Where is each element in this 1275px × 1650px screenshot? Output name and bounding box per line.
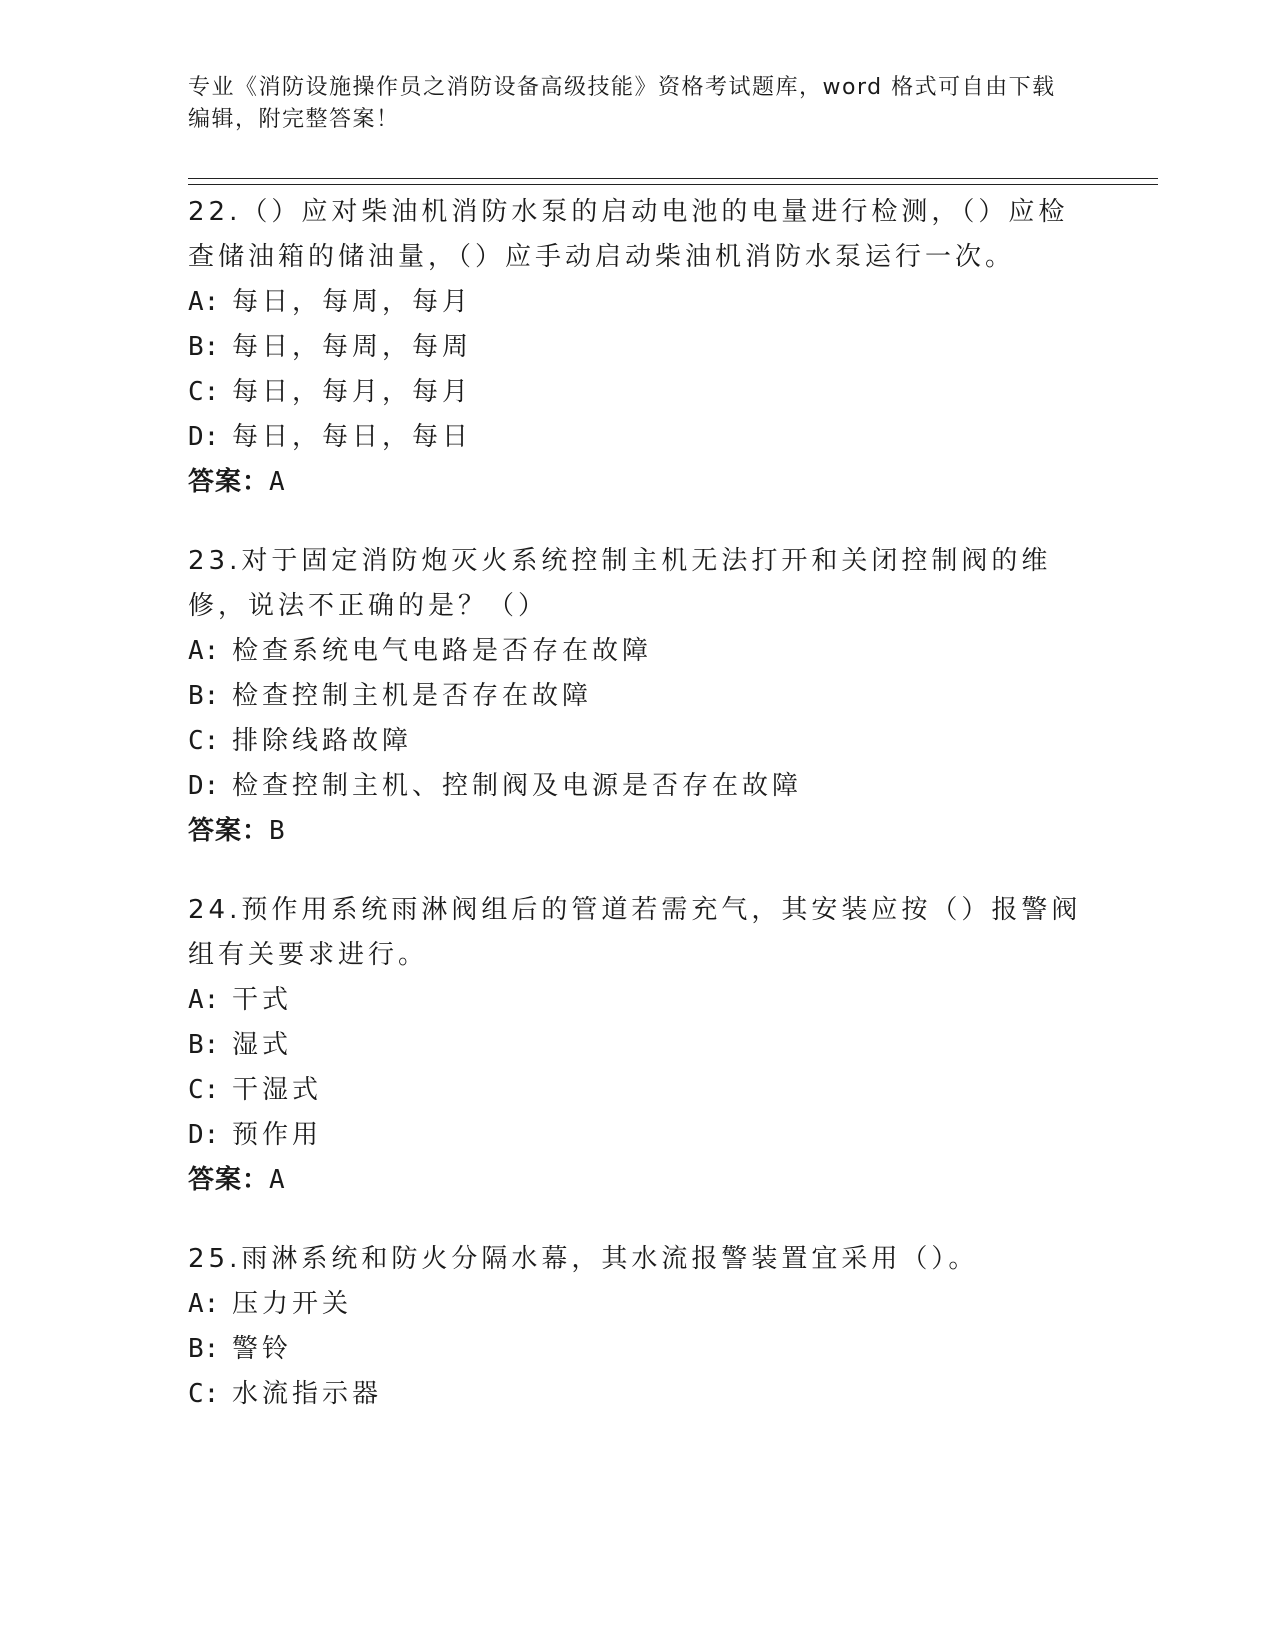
option-text: 水流指示器 (232, 1379, 383, 1409)
answer-label: 答案： (188, 1165, 270, 1195)
option-key: C: (188, 1075, 220, 1105)
option-d (188, 1113, 1088, 1158)
option-key: D: (188, 1120, 220, 1150)
answer-line (188, 1158, 1088, 1203)
option-a (188, 280, 1088, 325)
option-key: B: (188, 1030, 220, 1060)
option-text: 每日，每周，每周 (232, 332, 473, 362)
question-stem: 25.雨淋系统和防火分隔水幕，其水流报警装置宜采用（）。 (188, 1244, 979, 1274)
option-text: 警铃 (232, 1334, 293, 1364)
option-key: C: (188, 1379, 220, 1409)
header-divider-bottom (188, 184, 1158, 185)
option-text: 每日，每周，每月 (232, 287, 473, 317)
option-a (188, 978, 1088, 1023)
option-a (188, 629, 1088, 674)
option-c (188, 370, 1088, 415)
option-key: D: (188, 771, 220, 801)
option-c (188, 1068, 1088, 1113)
option-text: 每日，每月，每月 (232, 377, 473, 407)
document-header: 专业《消防设施操作员之消防设备高级技能》资格考试题库，word 格式可自由下载编辑，附完整答案！ (188, 75, 1056, 132)
question-stem: 23.对于固定消防炮灭火系统控制主机无法打开和关闭控制阀的维修，说法不正确的是？（） (188, 546, 1052, 621)
option-d (188, 764, 1088, 809)
option-key: C: (188, 726, 220, 756)
option-text: 湿式 (232, 1030, 293, 1060)
option-key: B: (188, 1334, 220, 1364)
answer-value: B (269, 816, 286, 846)
option-text: 每日，每日，每日 (232, 422, 473, 452)
answer-value: A (269, 1165, 286, 1195)
option-b (188, 1327, 1088, 1372)
option-b (188, 325, 1088, 370)
answer-value: A (269, 467, 286, 497)
option-text: 压力开关 (232, 1289, 353, 1319)
question-23 (188, 539, 1088, 854)
option-c (188, 1372, 1088, 1417)
question-list (188, 190, 1088, 1451)
answer-label: 答案： (188, 467, 270, 497)
option-key: A: (188, 287, 220, 317)
question-22 (188, 190, 1088, 505)
option-text: 检查控制主机是否存在故障 (232, 681, 593, 711)
option-text: 检查控制主机、控制阀及电源是否存在故障 (232, 771, 803, 801)
option-a (188, 1282, 1088, 1327)
option-key: A: (188, 636, 220, 666)
header-divider-top (188, 178, 1158, 179)
option-text: 干湿式 (232, 1075, 323, 1105)
option-text: 检查系统电气电路是否存在故障 (232, 636, 653, 666)
option-key: A: (188, 985, 220, 1015)
option-b (188, 1023, 1088, 1068)
question-24 (188, 888, 1088, 1203)
option-key: B: (188, 681, 220, 711)
option-key: B: (188, 332, 220, 362)
option-c (188, 719, 1088, 764)
answer-label: 答案： (188, 816, 270, 846)
option-key: A: (188, 1289, 220, 1319)
option-d (188, 415, 1088, 460)
question-25 (188, 1237, 1088, 1417)
answer-line (188, 809, 1088, 854)
question-stem: 22.（）应对柴油机消防水泵的启动电池的电量进行检测，（）应检查储油箱的储油量，（）应手动启动柴油机消防水泵运行一次。 (188, 197, 1069, 272)
option-text: 干式 (232, 985, 293, 1015)
question-stem: 24.预作用系统雨淋阀组后的管道若需充气，其安装应按（）报警阀组有关要求进行。 (188, 895, 1082, 970)
option-text: 预作用 (232, 1120, 323, 1150)
option-key: C: (188, 377, 220, 407)
answer-line (188, 460, 1088, 505)
option-b (188, 674, 1088, 719)
option-text: 排除线路故障 (232, 726, 413, 756)
option-key: D: (188, 422, 220, 452)
